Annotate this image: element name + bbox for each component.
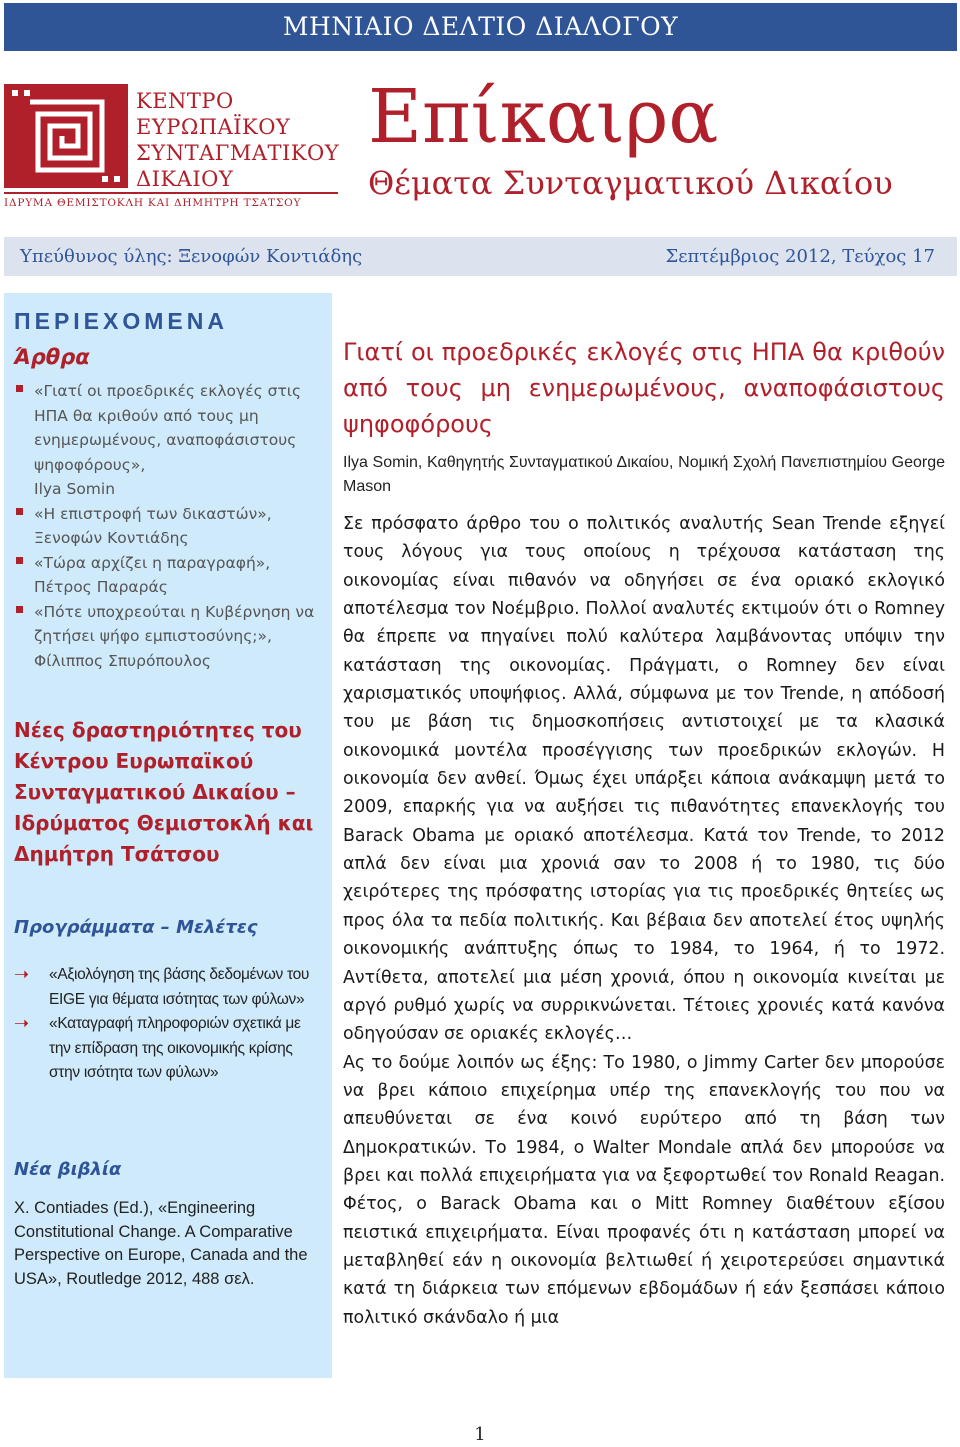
- programs-list: [14, 963, 324, 1086]
- article-item-title: «Τώρα αρχίζει η παραγραφή»,: [34, 553, 271, 572]
- logo-foundation: ΙΔΡΥΜΑ ΘΕΜΙΣΤΟΚΛΗ ΚΑΙ ΔΗΜΗΤΡΗ ΤΣΑΤΣΟΥ: [4, 197, 302, 209]
- square-bullet-icon: [16, 508, 23, 515]
- program-title: «Καταγραφή πληροφοριών σχετικά με την επίδραση της οικονομικής κρίσης στην ισότητα των φύλων»: [49, 1015, 301, 1081]
- info-bar: [4, 237, 957, 276]
- square-bullet-icon: [16, 557, 23, 564]
- article-paragraph: Ας το δούμε λοιπόν ως έξης: Το 1980, ο Jimmy Carter δεν μπορούσε να βρει κάποιο επιχείρημα υπέρ της επανεκλογής του που να απευθύνεται σε ένα κοινό ευρύτερο από τη βάση των Δημοκρατικών. Το 1984, ο Walter Mondale απλά δεν μπορούσε να βρει και πολλά επιχειρήματα για να ξεφορτωθεί τον Ronald Reagan. Φέτος, ο Barack Obama και ο Mitt Romney διαθέτουν εξίσου πειστικά επιχειρήματα. Είναι προφανές ότι η κατάσταση μπορεί να μεταβληθεί εάν η οικονομία βελτιωθεί ή χειροτερεύσει σημαντικά κατά τη διάρκεια των επόμενων εβδομάδων ή εάν ξεσπάσει κάποιο πολιτικό σκάνδαλο ή μια: [343, 1052, 945, 1328]
- logo-pattern-icon: [4, 84, 128, 188]
- programs-label: Προγράμματα – Μελέτες: [14, 917, 258, 938]
- list-item[interactable]: [14, 1012, 324, 1086]
- list-item[interactable]: [14, 600, 326, 674]
- article-body: [343, 510, 945, 1332]
- article-item-title: «Πότε υποχρεούται η Κυβέρνηση να ζητήσει ψήφο εμπιστοσύνης;»,: [34, 602, 315, 645]
- logo-line: ΔΙΚΑΙΟΥ: [136, 167, 234, 191]
- article-author: Ilya Somin, Καθηγητής Συνταγματικού Δικαίου, Νομική Σχολή Πανεπιστημίου George Mason: [343, 454, 945, 495]
- list-item[interactable]: [14, 551, 326, 600]
- articles-label: Άρθρα: [14, 345, 90, 369]
- masthead-title: Επίκαιρα: [368, 74, 719, 160]
- article-item-title: «Γιατί οι προεδρικές εκλογές στις ΗΠΑ θα κριθούν από τους μη ενημερωμένους, αναποφάσιστους ψηφοφόρους»,: [34, 382, 302, 474]
- logo-line: ΚΕΝΤΡΟ: [136, 89, 234, 113]
- issue-date: Σεπτέμβριος 2012, Τεύχος 17: [665, 246, 935, 267]
- list-item[interactable]: [14, 963, 324, 1012]
- square-bullet-icon: [16, 606, 23, 613]
- logo-rule: [4, 192, 338, 194]
- program-title: «Αξιολόγηση της βάσης δεδομένων του EIGE για θέματα ισότητας των φύλων»: [49, 966, 310, 1008]
- contents-label: ΠΕΡΙΕΧΟΜΕΝΑ: [14, 308, 228, 334]
- top-banner: [4, 3, 957, 51]
- arrow-bullet-icon: ➝: [14, 1013, 29, 1033]
- logo-text: [136, 88, 339, 192]
- list-item[interactable]: [14, 502, 326, 551]
- article-item-title: «Η επιστροφή των δικαστών»,: [34, 504, 272, 523]
- article-item-author: Ilya Somin: [34, 480, 116, 498]
- articles-list: [14, 379, 326, 673]
- book-reference: X. Contiades (Ed.), «Engineering Constitutional Change. A Comparative Perspective on Europe, Canada and the USA», Routledge 2012, 488 σελ.: [14, 1199, 308, 1288]
- masthead-subtitle: Θέματα Συνταγματικού Δικαίου: [368, 164, 893, 202]
- banner-title: ΜΗΝΙΑΙΟ ΔΕΛΤΙΟ ΔΙΑΛΟΓΟΥ: [282, 12, 679, 41]
- logo-line: ΕΥΡΩΠΑΪΚΟΥ: [136, 115, 291, 139]
- activities-heading: Νέες δραστηριότητες του Κέντρου Ευρωπαϊκού Συνταγματικού Δικαίου – Ιδρύματος Θεμιστοκλή και Δημήτρη Τσάτσου: [14, 718, 314, 866]
- square-bullet-icon: [16, 385, 23, 392]
- page-number: 1: [474, 1424, 486, 1445]
- books-label: Νέα βιβλία: [14, 1159, 122, 1180]
- arrow-bullet-icon: ➝: [14, 964, 29, 984]
- list-item[interactable]: [14, 379, 326, 502]
- article-paragraph: Σε πρόσφατο άρθρο του ο πολιτικός αναλυτής Sean Trende εξηγεί τους λόγους για τους οποίους η τρέχουσα κατάσταση της οικονομίας είναι πιθανόν να οδηγήσει σε ένα οριακό εκλογικό αποτέλεσμα τον Νοέμβριο. Πολλοί αναλυτές εκτιμούν ότι ο Romney θα έπρεπε να πηγαίνει πολύ καλύτερα λαμβάνοντας υπόψιν την κατάσταση της οικονομίας. Πράγματι, ο Romney δεν είναι χαρισματικός υποψήφιος. Αλλά, σύμφωνα με τον Trende, η απόδοσή του με βάση τις δημοσκοπήσεις αντιστοιχεί με τα κλασικά οικονομικά μοντέλα προσέγγισης των προεδρικών εκλογών. Η οικονομία δεν ανθεί. Όμως έχει υπάρξει κάποια ανάκαμψη μετά το 2009, επαρκής για να αυξήσει τις πιθανότητες επανεκλογής του Barack Obama με οριακό αποτέλεσμα. Κατά τον Trende, το 2012 απλά δεν είναι μια χρονιά σαν το 2008 ή το 1980, τις δύο χειρότερες της πρόσφατης ιστορίας για τις προεδρικές θητείες ως προς όλα τα πεδία πολιτικής. Και βέβαια δεν αποτελεί έτος υψηλής οικονομικής ανάπτυξης όπως το 1984, το 1964, ή το 1972. Αντίθετα, αποτελεί μια μέση χρονιά, όπου η οικονομία κινείται με αργό ρυθμό χωρίς να συρρικνώνεται. Τέτοιες χρονιές κατά κανόνα οδηγούσαν σε οριακές εκλογές…: [343, 514, 945, 1045]
- editor-credit: Υπεύθυνος ύλης: Ξενοφών Κοντιάδης: [20, 246, 363, 267]
- center-logo: [4, 82, 338, 214]
- article-item-author: Φίλιππος Σπυρόπουλος: [34, 651, 211, 670]
- logo-mark: [4, 84, 128, 188]
- contents-sidebar: [4, 293, 332, 1378]
- article-item-author: Ξενοφών Κοντιάδης: [34, 529, 189, 547]
- article-title: Γιατί οι προεδρικές εκλογές στις ΗΠΑ θα κριθούν από τους μη ενημερωμένους, αναποφάσιστους ψηφοφόρους: [343, 338, 945, 438]
- logo-line: ΣΥΝΤΑΓΜΑΤΙΚΟΥ: [136, 141, 340, 165]
- article-item-author: Πέτρος Παραράς: [34, 578, 168, 596]
